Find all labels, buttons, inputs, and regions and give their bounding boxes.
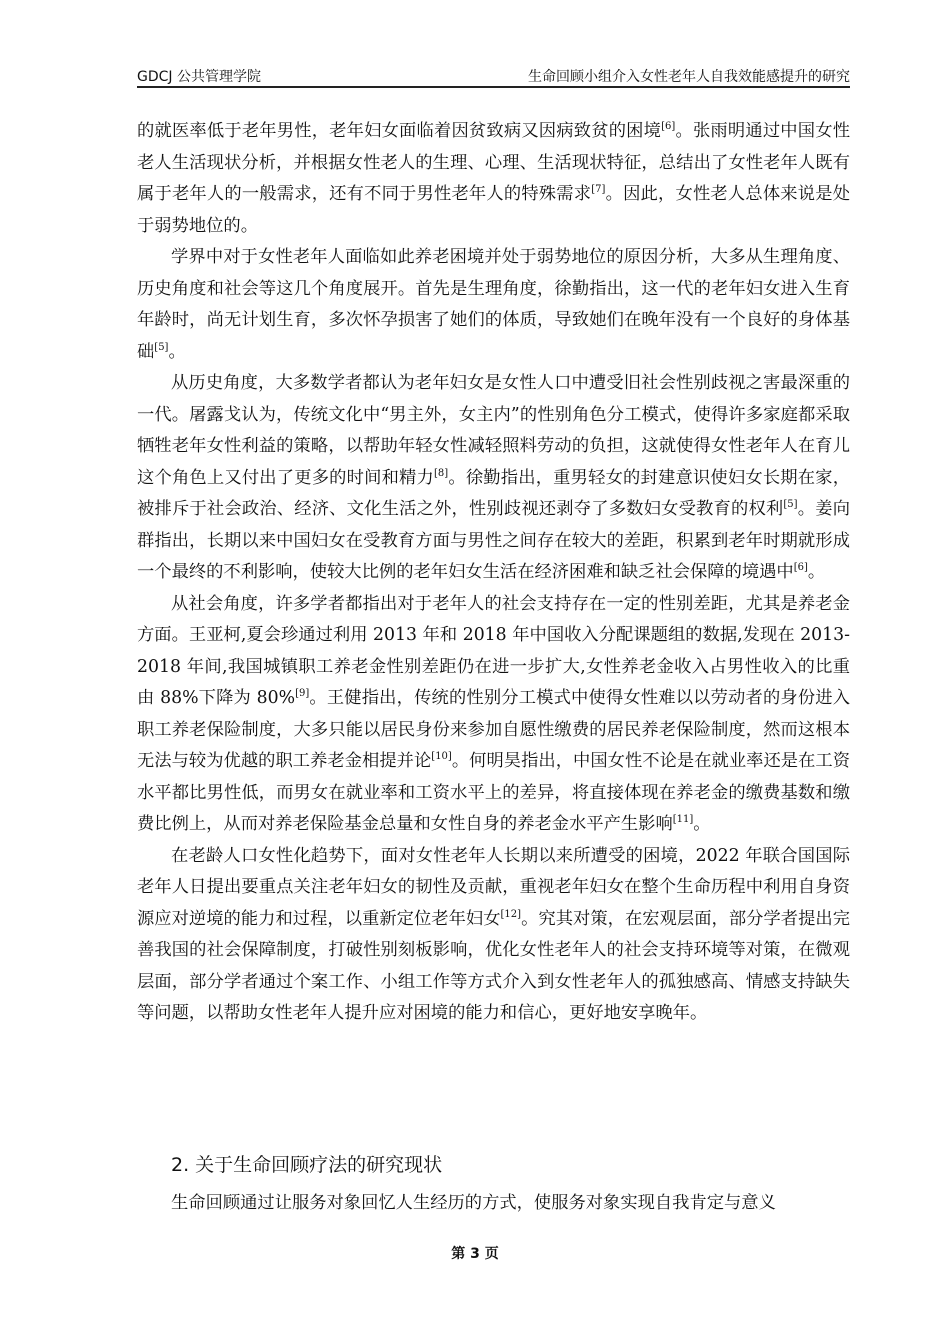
citation-ref: [6] [661,121,676,132]
text-run: 。究其对策，在宏观层面，部分学者提出完善我国的社会保障制度，打破性别刻板影响，优化女性老年人的社会支持环境等对策，在微观层面，部分学者通过个案工作、小组工作等方式介入到女性老年人的孤独感高、情感支持缺失等问题，以帮助女性老年人提升应对困境的能力和信心，更好地安享晚年。 [137,908,850,1023]
citation-ref: [8] [434,467,449,479]
text-run: 从历史角度，大多数学者都认为老年妇女是女性人口中遭受旧社会性别歧视之害最深重的一代。屠露戈认为，传统文化中“男主外，女主内”的性别角色分工模式，使得许多家庭都采取牺牲老年女性利益的策略，以帮助年轻女性减轻照料劳动的负担，这就使得女性老年人在育儿这个角色上又付出了更多的时间和精力 [137,373,850,488]
text-run: 。因此，女性老人总体来说是处于弱势地位的。 [137,184,850,236]
citation-ref: [6] [793,562,808,573]
header-institution: GDCJ 公共管理学院 [137,69,261,85]
header-thesis-title: 生命回顾小组介入女性老年人自我效能感提升的研究 [528,69,850,85]
text-run: 。张雨明通过中国女性老人生活现状分析，并根据女性老人的生理、心理、生活现状特征，总结出了女性老年人既有属于老年人的一般需求，还有不同于男性老年人的特殊需求 [137,121,850,204]
text-run: 在老龄人口女性化趋势下，面对女性老年人长期以来所遭受的困境，2022 年联合国国际老年人日提出要重点关注老年妇女的韧性及贡献，重视老年妇女在整个生命历程中利用自身资源应对逆境的能力和过程，以重新定位老年妇女 [137,845,850,929]
section-heading: 2. 关于生命回顾疗法的研究现状 [171,1154,443,1176]
paragraph-6: 生命回顾通过让服务对象回忆人生经历的方式，使服务对象实现自我肯定与意义 [171,1193,776,1213]
text-run: 。 [693,814,711,834]
body-text [137,116,850,1030]
paragraph-5 [137,841,850,1030]
paragraph-2 [137,242,850,368]
citation-ref: [5] [154,341,169,353]
text-run: 。徐勤指出，重男轻女的封建意识使妇女长期在家，被排斥于社会政治、经济、文化生活之外，性别歧视还剥夺了多数妇女受教育的权利 [137,467,850,519]
page-number: 第 3 页 [451,1246,499,1262]
citation-ref: [12] [500,908,522,920]
citation-ref: [10] [431,751,452,762]
citation-ref: [11] [672,814,694,825]
text-run: 的就医率低于老年男性，老年妇女面临着因贫致病又因病致贫的困境 [137,121,662,141]
citation-ref: [7] [591,184,606,195]
text-run: 学界中对于女性老年人面临如此养老困境并处于弱势地位的原因分析，大多从生理角度、历史角度和社会等这几个角度展开。首先是生理角度，徐勤指出，这一代的老年妇女进入生育年龄时，尚无计划生育，多次怀孕损害了她们的体质，导致她们在晚年没有一个良好的身体基础 [137,247,850,362]
text-run: 。何明昊指出，中国女性不论是在就业率还是在工资水平都比男性低，而男女在就业率和工资水平上的差异，将直接体现在养老金的缴费基数和缴费比例上，从而对养老保险基金总量和女性自身的养老金水平产生影响 [137,751,850,834]
page-header [137,58,850,88]
paragraph-4 [137,589,850,841]
text-run: 。姜向群指出，长期以来中国妇女在受教育方面与男性之间存在较大的差距，积累到老年时期就形成一个最终的不利影响，使较大比例的老年妇女生活在经济困难和缺乏社会保障的境遇中 [137,499,850,582]
text-run: 。王健指出，传统的性别分工模式中使得女性难以以劳动者的身份进入职工养老保险制度，大多只能以居民身份来参加自愿性缴费的居民养老保险制度，然而这根本无法与较为优越的职工养老金相提并论 [137,688,850,771]
paragraph-3 [137,368,850,589]
text-run: 。 [807,562,826,582]
citation-ref: [5] [783,499,798,510]
text-run: 从社会角度，许多学者都指出对于老年人的社会支持存在一定的性别差距，尤其是养老金方面。王亚柯,夏会珍通过利用 2013 年和 2018 年中国收入分配课题组的数据,发现在 2013-2018 年间,我国城镇职工养老金性别差距仍在进一步扩大,女性养老金收入占男性收入的比重由 88%下降为 80% [137,593,850,708]
citation-ref: [9] [295,688,310,699]
text-run: 。 [168,341,186,362]
paragraph-1 [137,116,850,242]
